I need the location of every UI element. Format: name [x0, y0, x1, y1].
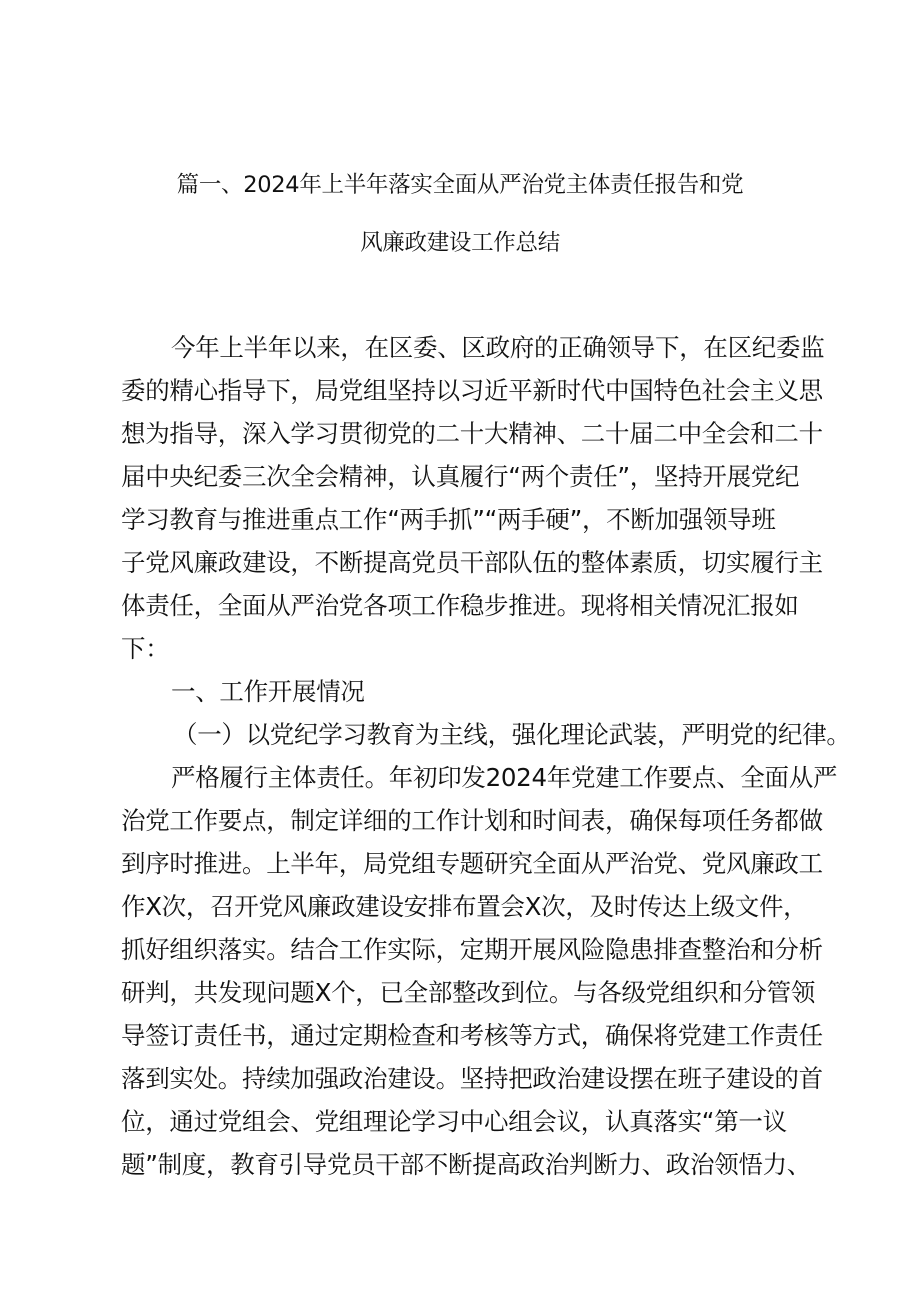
body-line-9: 严格履行主体责任。年初印发2024年党建工作要点、全面从严 — [171, 763, 838, 792]
body-line-2: 委的精心指导下，局党组坚持以习近平新时代中国特色社会主义思 — [121, 376, 823, 405]
subsection-heading: （一）以党纪学习教育为主线，强化理论武装，严明党的纪律。 — [173, 720, 851, 749]
body-line-16: 落到实处。持续加强政治建设。坚持把政治建设摆在班子建设的首 — [121, 1064, 823, 1093]
document-title-line-2: 风廉政建设工作总结 — [360, 230, 560, 256]
body-line-15: 导签订责任书，通过定期检查和考核等方式，确保将党建工作责任 — [121, 1021, 823, 1050]
body-line-8: 下： — [121, 634, 170, 663]
document-title-line-1: 篇一、2024年上半年落实全面从严治党主体责任报告和党 — [176, 172, 744, 198]
body-line-1: 今年上半年以来，在区委、区政府的正确领导下，在区纪委监 — [171, 333, 825, 362]
body-line-4: 届中央纪委三次全会精神，认真履行“两个责任”，坚持开展党纪 — [121, 462, 800, 491]
body-line-6: 子党风廉政建设，不断提高党员干部队伍的整体素质，切实履行主 — [121, 548, 823, 577]
section-heading: 一、工作开展情况 — [171, 677, 365, 706]
body-line-5: 学习教育与推进重点工作“两手抓”“两手硬”，不断加强领导班 — [121, 505, 776, 534]
body-line-7: 体责任，全面从严治党各项工作稳步推进。现将相关情况汇报如 — [121, 591, 799, 620]
body-line-18: 题”制度，教育引导党员干部不断提高政治判断力、政治领悟力、 — [121, 1150, 811, 1179]
body-line-3: 想为指导，深入学习贯彻党的二十大精神、二十届二中全会和二十 — [121, 419, 823, 448]
body-line-17: 位，通过党组会、党组理论学习中心组会议，认真落实“第一议 — [121, 1107, 787, 1136]
body-line-10: 治党工作要点，制定详细的工作计划和时间表，确保每项任务都做 — [121, 806, 823, 835]
body-line-11: 到序时推进。上半年，局党组专题研究全面从严治党、党风廉政工 — [121, 849, 823, 878]
body-line-13: 抓好组织落实。结合工作实际，定期开展风险隐患排查整治和分析 — [121, 935, 823, 964]
body-line-14: 研判，共发现问题X个，已全部整改到位。与各级党组织和分管领 — [121, 978, 816, 1007]
body-line-12: 作X次，召开党风廉政建设安排布置会X次，及时传达上级文件， — [121, 892, 808, 921]
